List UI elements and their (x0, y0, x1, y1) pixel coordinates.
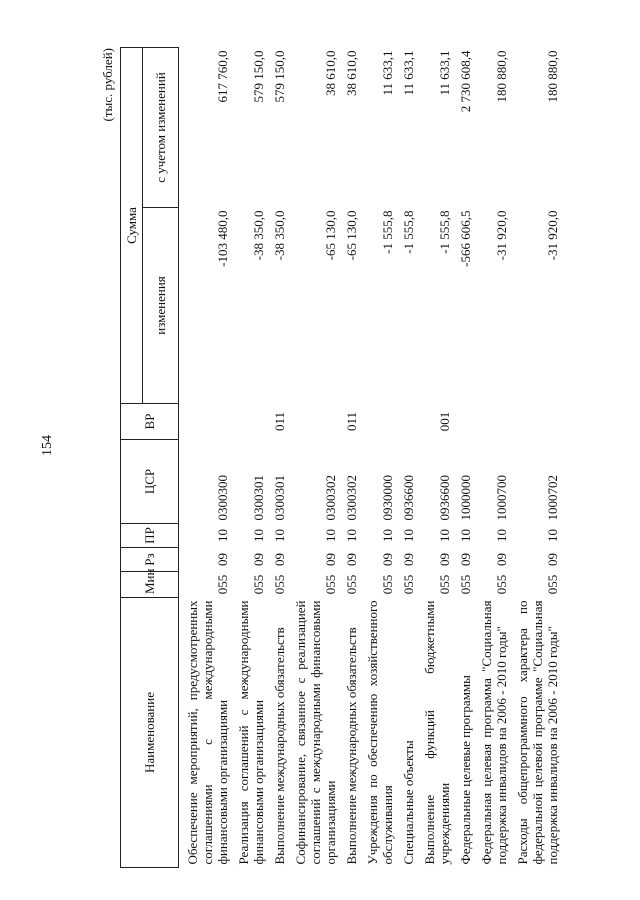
cell-vr (473, 404, 509, 440)
table-row (359, 48, 395, 868)
cell-total: 11 633,1 (380, 50, 395, 96)
cell-pr: 10 (251, 529, 266, 542)
cell-vr (509, 404, 560, 440)
cell-vr (230, 404, 266, 440)
cell-min: 055 (458, 574, 473, 595)
table-row (338, 48, 359, 868)
cell-min: 055 (380, 574, 395, 595)
cell-change: -31 920,0 (494, 210, 509, 261)
cell-total: 38 610,0 (344, 50, 359, 96)
cell-rz: 09 (380, 553, 395, 566)
cell-vr (359, 404, 395, 440)
cell-csr: 1000700 (494, 475, 509, 521)
cell-change: -566 606,5 (458, 210, 473, 267)
header-min: Мин (121, 572, 179, 598)
cell-csr: 1000000 (458, 475, 473, 521)
cell-min: 055 (215, 574, 230, 595)
cell-csr: 0300302 (344, 475, 359, 521)
cell-min: 055 (272, 574, 287, 595)
cell-total: 11 633,1 (437, 50, 452, 96)
cell-csr: 0930000 (380, 475, 395, 521)
cell-rz: 09 (344, 553, 359, 566)
cell-name: Выполнение международных обязательств (344, 627, 359, 865)
cell-rz: 09 (545, 553, 560, 566)
cell-rz: 09 (494, 553, 509, 566)
cell-min: 055 (545, 574, 560, 595)
table-row (395, 48, 416, 868)
cell-rz: 09 (458, 553, 473, 566)
cell-pr: 10 (272, 529, 287, 542)
cell-total: 11 633,1 (401, 50, 416, 96)
header-rz: Рз (121, 548, 179, 572)
header-with-changes: с учетом изменений (143, 48, 179, 208)
header-vr: ВР (121, 404, 179, 440)
cell-change: -65 130,0 (344, 210, 359, 261)
table-row (473, 48, 509, 868)
cell-rz: 09 (215, 553, 230, 566)
header-sum: Сумма (121, 48, 143, 404)
cell-pr: 10 (380, 529, 395, 542)
rotated-table-page (100, 48, 570, 868)
cell-csr: 0300302 (323, 475, 338, 521)
cell-total: 617 760,0 (215, 50, 230, 103)
cell-csr: 0300301 (272, 475, 287, 521)
cell-total: 579 150,0 (251, 50, 266, 103)
cell-min: 055 (437, 574, 452, 595)
cell-change: -1 555,8 (437, 210, 452, 254)
table-row (287, 48, 338, 868)
cell-vr (395, 404, 416, 440)
budget-table (120, 47, 560, 868)
cell-pr: 10 (494, 529, 509, 542)
header-name: Наименование (121, 598, 179, 868)
cell-min: 055 (401, 574, 416, 595)
cell-name: Специальные объекты (401, 740, 416, 865)
page-number: 154 (40, 435, 55, 456)
cell-vr (179, 404, 231, 440)
cell-total: 2 730 608,4 (458, 50, 473, 113)
cell-name: Расходы общепрограммного характера по федеральной целевой программе "Социальная поддержка инвалидов на 2006 - 2010 годы" (515, 600, 560, 865)
cell-change: -38 350,0 (272, 210, 287, 261)
cell-pr: 10 (401, 529, 416, 542)
cell-csr: 0936600 (401, 475, 416, 521)
table-row (416, 48, 452, 868)
cell-name: Софинансирование, связанное с реализацией соглашений с международными финансовыми организациями (293, 600, 338, 865)
cell-vr (452, 404, 473, 440)
cell-pr: 10 (458, 529, 473, 542)
cell-name: Учреждения по обеспечению хозяйственного обслуживания (365, 600, 395, 865)
cell-rz: 09 (251, 553, 266, 566)
cell-vr: 001 (437, 411, 452, 432)
cell-rz: 09 (401, 553, 416, 566)
cell-rz: 09 (437, 553, 452, 566)
table-row (179, 48, 231, 868)
cell-min: 055 (323, 574, 338, 595)
cell-pr: 10 (215, 529, 230, 542)
cell-name: Выполнение международных обязательств (272, 627, 287, 865)
table-row (266, 48, 287, 868)
cell-change: -31 920,0 (545, 210, 560, 261)
header-pr: ПР (121, 524, 179, 548)
table-row (452, 48, 473, 868)
cell-pr: 10 (323, 529, 338, 542)
cell-name: Обеспечение мероприятий, предусмотренных соглашениями с международными финансовыми организациями (185, 600, 230, 865)
header-csr: ЦСР (121, 440, 179, 524)
cell-vr (287, 404, 338, 440)
cell-change: -38 350,0 (251, 210, 266, 261)
cell-name: Реализация соглашений с международными финансовыми организациями (236, 600, 266, 865)
table-row (509, 48, 560, 868)
cell-min: 055 (344, 574, 359, 595)
cell-change: -65 130,0 (323, 210, 338, 261)
cell-vr: 011 (344, 411, 359, 432)
cell-change: -1 555,8 (380, 210, 395, 254)
cell-rz: 09 (272, 553, 287, 566)
table-body (179, 48, 561, 868)
cell-pr: 10 (545, 529, 560, 542)
cell-csr: 0936600 (437, 475, 452, 521)
units-note: (тыс. рублей) (100, 48, 115, 122)
cell-total: 180 880,0 (494, 50, 509, 103)
cell-csr: 1000702 (545, 475, 560, 521)
cell-pr: 10 (344, 529, 359, 542)
cell-name: Федеральная целевая программа "Социальная поддержка инвалидов на 2006 - 2010 годы" (479, 600, 509, 865)
cell-total: 180 880,0 (545, 50, 560, 103)
cell-total: 579 150,0 (272, 50, 287, 103)
cell-name: Выполнение функций бюджетными учреждениями (422, 600, 452, 865)
header-change: изменения (143, 208, 179, 404)
cell-pr: 10 (437, 529, 452, 542)
cell-csr: 0300301 (251, 475, 266, 521)
cell-vr: 011 (272, 411, 287, 432)
cell-min: 055 (494, 574, 509, 595)
cell-rz: 09 (323, 553, 338, 566)
cell-csr: 0300300 (215, 475, 230, 521)
table-row (230, 48, 266, 868)
cell-name: Федеральные целевые программы (458, 675, 473, 865)
cell-min: 055 (251, 574, 266, 595)
cell-change: -103 480,0 (215, 210, 230, 267)
cell-total: 38 610,0 (323, 50, 338, 96)
cell-change: -1 555,8 (401, 210, 416, 254)
